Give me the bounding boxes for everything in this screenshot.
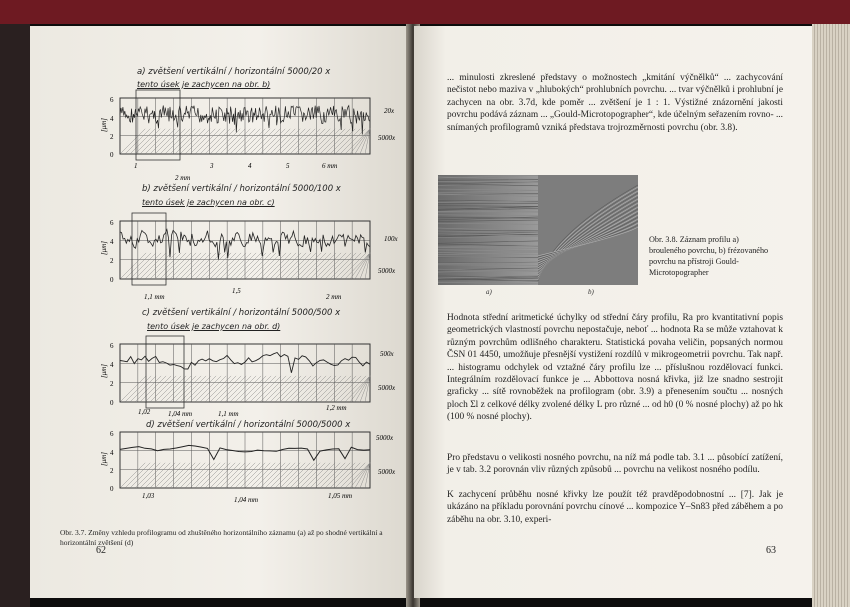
svg-text:1,2 mm: 1,2 mm <box>326 404 347 412</box>
panel-a-ytick-2: 2 <box>110 133 114 141</box>
top-binding-strip <box>0 0 850 24</box>
svg-text:5000x: 5000x <box>378 384 396 392</box>
page-number-left: 62 <box>96 545 106 556</box>
svg-text:[μm]: [μm] <box>100 240 108 255</box>
panel-c-chart <box>90 330 410 420</box>
svg-text:0: 0 <box>110 399 114 407</box>
panel-a-ytick-0: 0 <box>110 151 114 159</box>
panel-d-chart <box>90 426 410 506</box>
svg-text:1,03: 1,03 <box>142 492 155 500</box>
panel-a-xtick-1: 1 <box>134 162 138 170</box>
panel-b-chart <box>90 207 410 303</box>
figure-3-7-caption: Obr. 3.7. Změny vzhledu profilogramu od zhuštěného horizontálního záznamu (a) až po shodné vertikální a horizontální zvětšení (d) <box>60 528 383 547</box>
right-para-1: ... minulosti zkreslené představy o možnostech „kmitání výčnělků“ ... zachycování nečistot nebo maziva v „hlubokých“ prohlubních povrchu. ... tvar výčnělků i prohlubní je zachycen na obr. 3.7d, kde poměr ... zvětšení je 1 : 1. Výstižné znázornění jakosti povrchu podává záznam ... „Gould-Microtopographer“, kde účelným seřazením rovno- ... snímaných profilogramů vzniká představa trojrozměrnosti povrchu (obr. 3.8). <box>447 73 783 133</box>
book-page-stack-edge <box>812 24 850 607</box>
figure-3-8-label-b: b) <box>588 288 594 296</box>
svg-text:6: 6 <box>110 430 114 438</box>
svg-text:500x: 500x <box>380 350 394 358</box>
svg-text:1,04 mm: 1,04 mm <box>168 410 193 418</box>
right-para-4: K zachycení průběhu nosné křivky lze použít též pravděpodobnostní ... [7]. Jak je ukázáno na příkladu porovnání povrchu cínové ... kompozice Y–Sn83 před záběhem a po záběhu na obr. 3.10, experi- <box>447 490 783 525</box>
svg-text:0: 0 <box>110 485 114 493</box>
book-left-edge <box>0 24 30 607</box>
svg-text:0: 0 <box>110 276 114 284</box>
svg-text:1,04 mm: 1,04 mm <box>234 496 259 504</box>
svg-text:6: 6 <box>110 219 114 227</box>
panel-a-xtick-3: 3 <box>210 162 214 170</box>
svg-text:5000x: 5000x <box>378 468 396 476</box>
svg-text:[μm]: [μm] <box>100 363 108 378</box>
page-number-right: 63 <box>766 545 776 556</box>
svg-text:1,1 mm: 1,1 mm <box>218 410 239 418</box>
svg-text:1,5: 1,5 <box>232 287 241 295</box>
panel-c-title: c) zvětšení vertikální / horizontální 5000/500 x <box>142 308 341 318</box>
panel-c-note: tento úsek je zachycen na obr. d) <box>147 322 281 331</box>
svg-text:4: 4 <box>110 361 114 369</box>
panel-b-title: b) zvětšení vertikální / horizontální 5000/100 x <box>142 184 341 194</box>
panel-a-xtick-5: 5 <box>286 162 290 170</box>
svg-text:2: 2 <box>110 380 114 388</box>
panel-a-grid <box>120 98 370 154</box>
panel-a-chart <box>90 88 410 180</box>
panel-a-marker: 2 mm <box>175 174 191 180</box>
svg-text:5000x: 5000x <box>378 267 396 275</box>
svg-text:4: 4 <box>110 238 114 246</box>
svg-text:1,02: 1,02 <box>138 408 151 416</box>
panel-a-ytick-6: 6 <box>110 96 114 104</box>
svg-text:[μm]: [μm] <box>100 451 108 466</box>
svg-text:1,05 mm: 1,05 mm <box>328 492 353 500</box>
panel-a-note: tento úsek je zachycen na obr. b) <box>137 80 271 89</box>
figure-3-8-photo <box>438 175 638 285</box>
figure-3-8-caption: Obr. 3.8. Záznam profilu a) brouleného povrchu, b) frézovaného povrchu na přístroji Gould-Microtopographer <box>649 235 769 277</box>
figure-3-8-label-a: a) <box>486 288 492 296</box>
panel-a-xtick-6: 6 mm <box>322 162 338 170</box>
panel-a-yunit: [μm] <box>100 117 108 132</box>
panel-a-ytick-4: 4 <box>110 115 114 123</box>
panel-a-scale-h: 20x <box>384 107 395 115</box>
panel-a-xtick-4: 4 <box>248 162 252 170</box>
svg-text:2: 2 <box>110 257 114 265</box>
panel-a-scale-v: 5000x <box>378 134 396 142</box>
panel-b-note: tento úsek je zachycen na obr. c) <box>142 198 275 207</box>
right-para-2: Hodnota střední aritmetické úchylky od střední čáry profilu, Ra pro kvantitativní popis geometrických vlastností povrchu nepostačuje, neboť ... hodnota Ra se může vztahovat k různým povrchům odlišného charakteru. Statistická povaha veličin, popsaných normou ČSN 01 4450, umožňuje přesnější vystižení rozdílů v mikrogeometrii povrchu. Tak např. ... histogramu odchylek od vztažné čáry profilu lze ... příslušnou rozdělovací funkci. Integrálním rozdělovací funkce je ... Abbottova nosná křivka, již lze snadno sestrojit graficky ... sítě rovnoběžek na profilogram (obr. 3.9) a přenesením součtu ... nosných ploch Σl z celkové délky zvolené délky L pro různé ... od h0 (0 % nosné plochy) až po hk (100 % nosné plochy). <box>447 313 783 423</box>
svg-text:1,1 mm: 1,1 mm <box>144 293 165 301</box>
svg-text:5000x: 5000x <box>376 434 394 442</box>
svg-text:100x: 100x <box>384 235 398 243</box>
panel-d-title: d) zvětšení vertikální / horizontální 5000/5000 x <box>146 420 351 430</box>
svg-text:4: 4 <box>110 449 114 457</box>
svg-text:6: 6 <box>110 342 114 350</box>
svg-text:2: 2 <box>110 467 114 475</box>
svg-text:2 mm: 2 mm <box>326 293 342 301</box>
right-para-3: Pro představu o velikosti nosného povrchu, na níž má podle tab. 3.1 ... působící zatížení, je v tab. 3.2 porovnán vliv různých způsobů ... povrchu na velikost nosného podílu. <box>447 453 783 476</box>
panel-a-title: a) zvětšení vertikální / horizontální 5000/20 x <box>137 67 331 77</box>
